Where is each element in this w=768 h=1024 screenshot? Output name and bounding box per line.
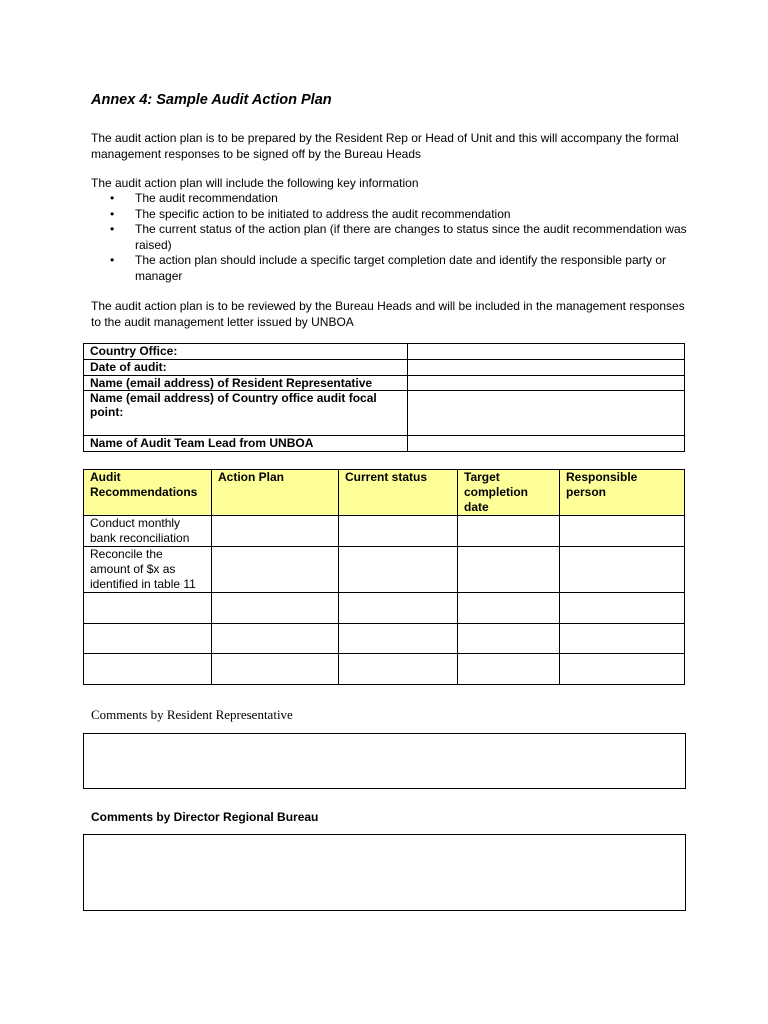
action-plan-cell[interactable]	[212, 547, 339, 593]
comments-resident-rep-box[interactable]	[83, 733, 686, 789]
action-plan-cell[interactable]	[212, 593, 339, 624]
table-row	[84, 547, 685, 593]
recommendation-cell[interactable]	[84, 593, 212, 624]
target-date-cell[interactable]	[458, 547, 560, 593]
key-info-list	[110, 191, 690, 284]
intro-paragraph: The audit action plan is to be prepared by the Resident Rep or Head of Unit and this will accompany the formal management responses to be signed off by the Bureau Heads	[91, 131, 679, 161]
table-row	[84, 624, 685, 654]
target-date-cell[interactable]	[458, 654, 560, 685]
responsible-cell[interactable]	[560, 547, 685, 593]
responsible-cell[interactable]	[560, 593, 685, 624]
recommendation-cell: Conduct monthly bank reconciliation	[84, 516, 212, 547]
info-label-focal-point: Name (email address) of Country office audit focal point:	[84, 391, 408, 436]
info-label-date-of-audit: Date of audit:	[84, 360, 408, 376]
table-row	[84, 593, 685, 624]
recommendation-cell[interactable]	[84, 654, 212, 685]
bullet-icon: •	[110, 191, 115, 205]
recommendation-cell[interactable]	[84, 624, 212, 654]
bullet-icon: •	[110, 206, 115, 221]
action-plan-cell[interactable]	[212, 654, 339, 685]
action-plan-table	[83, 469, 685, 685]
list-item: • The specific action to be initiated to address the audit recommendation	[110, 206, 511, 221]
table-row	[84, 516, 685, 547]
info-value-cell[interactable]	[408, 376, 685, 391]
review-paragraph: The audit action plan is to be reviewed by the Bureau Heads and will be included in the management responses to the audit management letter issued by UNBOA	[91, 299, 685, 329]
status-cell[interactable]	[339, 654, 458, 685]
column-header-current-status: Current status	[339, 470, 458, 516]
table-header-row	[84, 470, 685, 516]
list-item: • The current status of the action plan (if there are changes to status since the audit recommendation was raised)	[110, 222, 687, 252]
bullet-icon: •	[110, 253, 115, 267]
comments-resident-rep-label: Comments by Resident Representative	[91, 707, 293, 722]
target-date-cell[interactable]	[458, 624, 560, 654]
info-label-resident-rep: Name (email address) of Resident Representative	[84, 376, 408, 391]
responsible-cell[interactable]	[560, 624, 685, 654]
comments-director-box[interactable]	[83, 834, 686, 911]
status-cell[interactable]	[339, 624, 458, 654]
column-header-recommendations: Audit Recommendations	[84, 470, 212, 516]
table-row	[84, 360, 685, 376]
info-label-country-office: Country Office:	[84, 344, 408, 360]
bullet-icon: •	[110, 222, 115, 236]
table-row	[84, 344, 685, 360]
table-row	[84, 376, 685, 391]
target-date-cell[interactable]	[458, 593, 560, 624]
responsible-cell[interactable]	[560, 516, 685, 547]
recommendation-cell: Reconcile the amount of $x as identified in table 11	[84, 547, 212, 593]
status-cell[interactable]	[339, 593, 458, 624]
info-value-cell[interactable]	[408, 436, 685, 452]
table-row	[84, 391, 685, 436]
info-value-cell[interactable]	[408, 391, 685, 436]
responsible-cell[interactable]	[560, 654, 685, 685]
info-value-cell[interactable]	[408, 344, 685, 360]
status-cell[interactable]	[339, 516, 458, 547]
comments-director-label: Comments by Director Regional Bureau	[91, 810, 319, 824]
column-header-responsible-person: Responsible person	[560, 470, 685, 516]
list-item: • The audit recommendation	[110, 191, 278, 205]
column-header-target-date: Target completion date	[458, 470, 560, 516]
action-plan-cell[interactable]	[212, 624, 339, 654]
action-plan-cell[interactable]	[212, 516, 339, 547]
audit-info-table	[83, 343, 685, 452]
table-row	[84, 654, 685, 685]
page-title: Annex 4: Sample Audit Action Plan	[91, 92, 332, 108]
info-value-cell[interactable]	[408, 360, 685, 376]
key-info-paragraph: The audit action plan will include the following key information	[91, 176, 419, 190]
table-row	[84, 436, 685, 452]
info-label-team-lead: Name of Audit Team Lead from UNBOA	[84, 436, 408, 452]
list-item: • The action plan should include a specific target completion date and identify the responsible party or manager	[110, 253, 666, 283]
column-header-action-plan: Action Plan	[212, 470, 339, 516]
status-cell[interactable]	[339, 547, 458, 593]
target-date-cell[interactable]	[458, 516, 560, 547]
